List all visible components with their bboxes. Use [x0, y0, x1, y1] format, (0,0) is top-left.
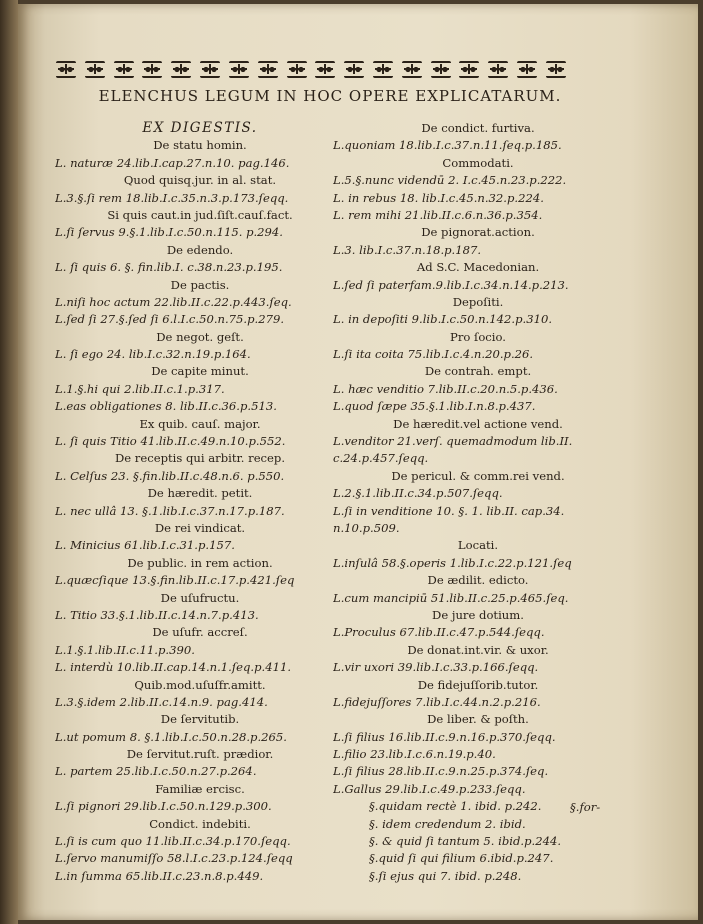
index-entry: L.ſed ſi 27.§.ſed ſi 6.l.I.c.50.n.75.p.279. — [55, 312, 285, 327]
index-entry: L.3.§.ſi rem 18.lib.I.c.35.n.3.p.173.ſeqq. — [55, 190, 289, 205]
section-heading: De fidejuſſorib.tutor. — [417, 677, 539, 692]
section-heading: De condict. furtiva. — [421, 121, 535, 135]
index-entry: L.ſi filius 28.lib.II.c.9.n.25.p.374.ſeq. — [333, 764, 549, 779]
index-entry: L. in rebus 18. lib.I.c.45.n.32.p.224. — [333, 190, 544, 205]
index-entry: L.fidejuſſores 7.lib.I.c.44.n.2.p.216. — [333, 694, 541, 709]
index-entry: L.5.§.nunc videndū 2. I.c.45.n.23.p.222. — [333, 173, 567, 188]
ornament-icon — [85, 61, 105, 78]
section-heading: Locati. — [457, 538, 499, 553]
section-heading: De hæredit.vel actione vend. — [393, 416, 563, 431]
page-title: ELENCHUS LEGUM IN HOC OPERE EXPLICATARUM. — [98, 87, 562, 105]
ornament-icon — [459, 61, 479, 78]
index-entry: L.niſi hoc actum 22.lib.II.c.22.p.443.ſeq. — [55, 294, 292, 309]
index-entry: L. ſi ego 24. lib.I.c.32.n.19.p.164. — [55, 347, 251, 362]
index-entry: L.Proculus 67.lib.II.c.47.p.544.ſeqq. — [333, 625, 545, 640]
index-entry: L.venditor 21.verſ. quemadmodum lib.II. — [333, 434, 573, 449]
index-subentry: §. idem credendum 2. ibid. — [369, 816, 526, 831]
section-heading: Ad S.C. Macedonian. — [416, 260, 540, 275]
index-entry: L.ſi in venditione 10. §. 1. lib.II. cap.34. — [333, 503, 565, 518]
ornament-icon — [344, 61, 364, 78]
section-heading: Commodati. — [442, 155, 514, 170]
index-entry: L. Titio 33.§.1.lib.II.c.14.n.7.p.413. — [55, 607, 259, 622]
index-entry: L.eas obligationes 8. lib.II.c.36.p.513. — [55, 399, 277, 414]
index-entry: L. partem 25.lib.I.c.50.n.27.p.264. — [55, 764, 257, 779]
section-heading: Quib.mod.uſuſfr.amitt. — [134, 677, 266, 692]
ornament-icon — [258, 61, 278, 78]
index-entry: L.vir uxori 39.lib.I.c.33.p.166.ſeqq. — [333, 660, 539, 675]
index-entry: L.1.§.1.lib.II.c.11.p.390. — [55, 642, 195, 657]
index-entry: L. Minicius 61.lib.I.c.31.p.157. — [55, 538, 235, 553]
index-entry: L.1.§.hi qui 2.lib.II.c.1.p.317. — [55, 381, 225, 396]
index-entry: L.in ſumma 65.lib.II.c.23.n.8.p.449. — [55, 868, 264, 883]
section-heading: Ex quib. cauſ. major. — [139, 416, 261, 431]
index-entry: L.3.§.idem 2.lib.II.c.14.n.9. pag.414. — [55, 694, 268, 709]
section-heading: Depoſiti. — [452, 294, 504, 309]
ornament-icon — [488, 61, 508, 78]
section-heading: De pericul. & comm.rei vend. — [391, 468, 565, 483]
section-heading: De statu homin. — [153, 138, 247, 153]
ornament-icon — [315, 61, 335, 78]
section-heading: De liber. & poſth. — [427, 712, 529, 727]
section-heading: De jure dotium. — [432, 607, 524, 622]
catchword: §.for- — [570, 800, 601, 814]
index-entry: L. ſi quis Titio 41.lib.II.c.49.n.10.p.552. — [55, 434, 286, 449]
ornament-icon — [287, 61, 307, 78]
ornament-icon — [373, 61, 393, 78]
section-heading: Pro ſocio. — [450, 329, 506, 344]
index-subentry: §.quid ſi qui filium 6.ibid.p.247. — [369, 851, 554, 866]
index-entry: L.ſervo manumiſſo 58.l.I.c.23.p.124.ſeqq — [55, 851, 293, 866]
left-column — [55, 120, 345, 885]
section-heading: De rei vindicat. — [154, 520, 246, 535]
ornament-icon — [114, 61, 134, 78]
ornament-icon — [546, 61, 566, 78]
index-entry: L.inſulâ 58.§.operis 1.lib.I.c.22.p.121.ſeq — [333, 555, 572, 570]
ornament-icon — [56, 61, 76, 78]
index-entry: L.ſi is cum quo 11.lib.II.c.34.p.170.ſeqq. — [55, 834, 291, 849]
ornament-icon — [517, 61, 537, 78]
index-entry: L. naturæ 24.lib.I.cap.27.n.10. pag.146. — [55, 155, 290, 170]
index-entry: L. Celſus 23. §.fin.lib.II.c.48.n.6. p.550. — [55, 468, 285, 483]
section-heading: De ædilit. edicto. — [427, 573, 529, 588]
index-subentry: §.ſi ejus qui 7. ibid. p.248. — [369, 868, 522, 883]
section-heading: De pignorat.action. — [421, 225, 535, 240]
index-entry: L.ſed ſi paterfam.9.lib.I.c.34.n.14.p.213. — [333, 277, 569, 292]
index-entry: L.ſi ita coita 75.lib.I.c.4.n.20.p.26. — [333, 347, 534, 362]
index-entry: L.quod ſæpe 35.§.1.lib.I.n.8.p.437. — [333, 399, 536, 414]
ornament-icon — [431, 61, 451, 78]
section-heading: De uſufructu. — [160, 590, 240, 605]
index-entry: c.24.p.457.ſeqq. — [333, 451, 429, 466]
index-entry: L. nec ullâ 13. §.1.lib.I.c.37.n.17.p.187. — [55, 503, 285, 518]
ornament-icon — [142, 61, 162, 78]
section-heading: Condict. indebiti. — [149, 816, 251, 831]
section-heading: De contrah. empt. — [424, 364, 532, 379]
index-entry: L. ſi quis 6. §. fin.lib.I. c.38.n.23.p.195. — [55, 260, 283, 275]
index-entry: L.ſi ſervus 9.§.1.lib.I.c.50.n.115. p.294. — [55, 225, 283, 240]
source-heading: EX DIGESTIS. — [142, 120, 258, 136]
index-entry: L.ſi filius 16.lib.II.c.9.n.16.p.370.ſeqq. — [333, 729, 556, 744]
ornament-icon — [200, 61, 220, 78]
index-entry: L. rem mihi 21.lib.II.c.6.n.36.p.354. — [333, 207, 543, 222]
section-heading: De uſufr. accreſ. — [152, 625, 248, 640]
index-entry: L. interdù 10.lib.II.cap.14.n.1.ſeq.p.411. — [55, 660, 292, 675]
index-entry: L.cum mancipiū 51.lib.II.c.25.p.465.ſeq. — [333, 590, 569, 605]
section-heading: De public. in rem action. — [127, 555, 273, 570]
section-heading: De hæredit. petit. — [147, 486, 253, 501]
section-heading: De pactis. — [170, 277, 230, 292]
ornament-icon — [229, 61, 249, 78]
index-subentry: §.quidam rectè 1. ibid. p.242. — [369, 799, 542, 814]
headpiece-ornament — [56, 60, 566, 78]
index-entry: L.filio 23.lib.I.c.6.n.19.p.40. — [333, 747, 496, 762]
section-heading: De donat.int.vir. & uxor. — [407, 642, 549, 657]
section-heading: Familiæ ercisc. — [155, 781, 245, 796]
index-subentry: §. & quid ſi tantum 5. ibid.p.244. — [369, 834, 562, 849]
index-entry: L.quoniam 18.lib.I.c.37.n.11.ſeq.p.185. — [333, 138, 562, 153]
section-heading: De ſervitutib. — [160, 712, 240, 727]
index-entry: L.ſi pignori 29.lib.I.c.50.n.129.p.300. — [55, 799, 272, 814]
index-entry: L.ut pomum 8. §.1.lib.I.c.50.n.28.p.265. — [55, 729, 287, 744]
section-heading: De edendo. — [166, 242, 234, 257]
section-heading: Quod quisq.jur. in al. stat. — [123, 173, 277, 188]
section-heading: De ſervitut.ruſt. prædior. — [126, 747, 274, 762]
ornament-icon — [171, 61, 191, 78]
section-heading: Si quis caut.in jud.ſiſt.cauſ.fact. — [107, 207, 293, 222]
section-heading: De capite minut. — [151, 364, 249, 379]
index-entry: L.3. lib.I.c.37.n.18.p.187. — [333, 242, 482, 257]
index-entry: L.Gallus 29.lib.I.c.49.p.233.ſeqq. — [333, 781, 526, 796]
index-entry: L.quæcſique 13.§.fin.lib.II.c.17.p.421.ſeq — [55, 573, 295, 588]
book-spine — [0, 0, 18, 924]
index-entry: L. in depoſiti 9.lib.I.c.50.n.142.p.310. — [333, 312, 553, 327]
index-entry: L. hæc venditio 7.lib.II.c.20.n.5.p.436. — [333, 381, 558, 396]
ornament-icon — [402, 61, 422, 78]
index-entry: n.10.p.509. — [333, 520, 400, 535]
section-heading: De receptis qui arbitr. recep. — [114, 451, 286, 466]
section-heading: De negot. geſt. — [156, 329, 244, 344]
index-entry: L.2.§.1.lib.II.c.34.p.507.ſeqq. — [333, 486, 503, 501]
right-column — [333, 120, 623, 885]
